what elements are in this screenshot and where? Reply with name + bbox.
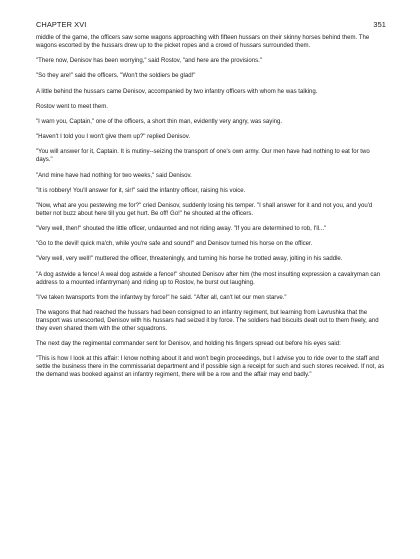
book-page [36, 20, 386, 387]
paragraph: A little behind the hussars came Denisov, accompanied by two infantry officers with whom he was talking. [36, 88, 318, 95]
paragraph: The next day the regimental commander sent for Denisov, and holding his fingers spread out before his eyes said: [36, 341, 341, 348]
page-body [36, 34, 386, 379]
paragraph: "Haven't I told you I won't give them up?" replied Denisov. [36, 134, 191, 141]
paragraph: "Very well, very well!" muttered the officer, threateningly, and turning his horse he trotted away, jolting in his saddle. [36, 256, 343, 263]
paragraph: "And mine have had nothing for two weeks," said Denisov. [36, 172, 192, 179]
paragraph: "Go to the devil! quick ma'ch, while you're safe and sound!" and Denisov turned his horse on the officer. [36, 241, 313, 248]
page-number: 351 [373, 20, 386, 29]
chapter-title: CHAPTER XVI [36, 20, 87, 29]
paragraph: "I've taken twansports from the infantwy by force!" he said. "After all, can't let our men starve." [36, 294, 287, 301]
paragraph: "Now, what are you pestewing me for?" cried Denisov, suddenly losing his temper. "I shall answer for it and not you, and you'd better not buzz about here till you get hurt. Be off! Go!" he shouted at the officers. [36, 202, 373, 217]
page-header [36, 20, 386, 29]
paragraph: "It is robbery! You'll answer for it, sir!" said the infantry officer, raising his voice. [36, 187, 246, 194]
paragraph: "A dog astwide a fence! A weal dog astwide a fence!" shouted Denisov after him (the most insulting expression a cavalryman can address to a mounted infantryman) and riding up to Rostov, he burst out laughing. [36, 271, 381, 286]
paragraph: "I warn you, Captain," one of the officers, a short thin man, evidently very angry, was saying. [36, 118, 283, 125]
paragraph: Rostov went to meet them. [36, 103, 108, 110]
paragraph: middle of the game, the officers saw some wagons approaching with fifteen hussars on their skinny horses behind them. The wagons escorted by the hussars drew up to the picket ropes and a crowd of hussars surrounded them. [36, 35, 370, 49]
paragraph: The wagons that had reached the hussars had been consigned to an infantry regiment, but learning from Lavrushka that the transport was unescorted, Denisov with his hussars had seized it by force. The soldiers had biscuits dealt out to them freely, and they even shared them with the other squadrons. [36, 310, 379, 332]
paragraph: "There now, Denisov has been worrying," said Rostov, "and here are the provisions." [36, 58, 262, 65]
paragraph: "You will answer for it, Captain. It is mutiny--seizing the transport of one's own army. Our men have had nothing to eat for two days." [36, 149, 370, 164]
paragraph: "Very well, then!" shouted the little officer, undaunted and not riding away. "If you are determined to rob, I'll..." [36, 226, 327, 233]
paragraph: "This is how I look at this affair: I know nothing about it and won't begin proceedings, but I advise you to ride over to the staff and settle the business there in the commissariat department and if possible sign a receipt for such and such stores received. If not, as the demand was booked against an infantry regiment, there will be a row and the affair may end badly." [36, 356, 385, 379]
paragraph: "So they are!" said the officers. "Won't the soldiers be glad!" [36, 73, 196, 80]
